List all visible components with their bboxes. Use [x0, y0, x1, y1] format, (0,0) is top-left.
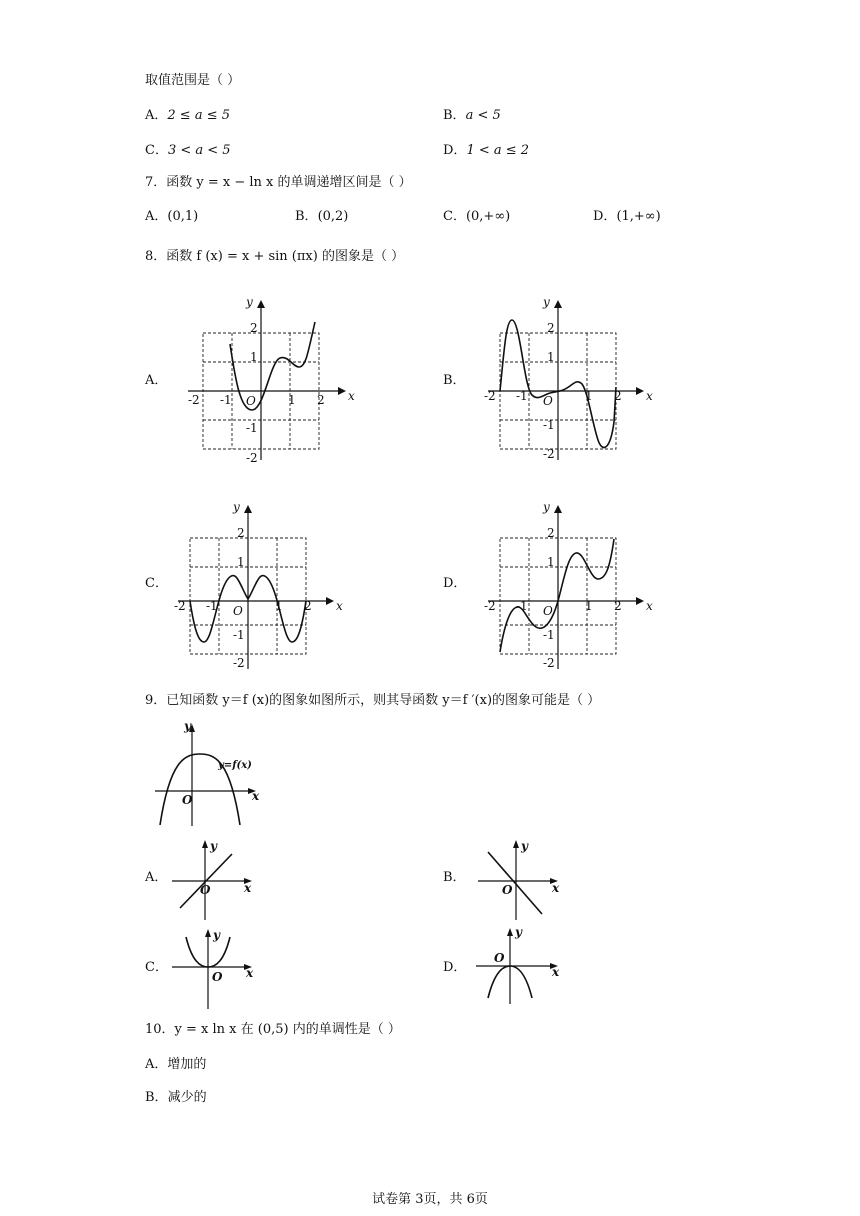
svg-text:O: O: [233, 604, 243, 618]
svg-text:y: y: [515, 925, 522, 939]
svg-text:y: y: [233, 500, 240, 514]
svg-text:O: O: [246, 394, 256, 408]
svg-text:-2: -2: [233, 656, 245, 670]
svg-text:x: x: [252, 789, 260, 803]
svg-text:-2: -2: [174, 599, 186, 613]
svg-text:-1: -1: [516, 389, 528, 403]
svg-text:-2: -2: [246, 451, 258, 465]
q6-option-d: D．1 < a ≤ 2: [443, 143, 530, 158]
svg-text:2: 2: [547, 321, 555, 335]
svg-text:-1: -1: [516, 599, 528, 613]
q10-stem: 10．y = x ln x 在 (0,5) 内的单调性是（ ）: [145, 1022, 401, 1037]
svg-text:2: 2: [614, 599, 622, 613]
svg-text:-1: -1: [233, 628, 245, 642]
q9-graph-d: [476, 922, 566, 1004]
svg-text:x: x: [348, 389, 355, 403]
svg-text:1: 1: [547, 350, 555, 364]
svg-text:y: y: [213, 928, 220, 942]
svg-text:y: y: [184, 719, 191, 733]
q7-stem: 7．函数 y = x − ln x 的单调递增区间是（ ）: [145, 175, 412, 190]
q9-option-d-key: D．: [443, 960, 467, 975]
svg-text:-1: -1: [543, 628, 555, 642]
q8-graph-c: [170, 497, 350, 672]
svg-text:-2: -2: [484, 389, 496, 403]
q9-graph-a: [172, 838, 262, 920]
q8-graph-a: [180, 292, 360, 467]
svg-text:-2: -2: [188, 393, 200, 407]
svg-text:1: 1: [585, 389, 593, 403]
svg-text:y: y: [210, 839, 217, 853]
svg-text:2: 2: [304, 599, 312, 613]
svg-text:1: 1: [275, 599, 283, 613]
q6-option-a: A．2 ≤ a ≤ 5: [145, 108, 230, 123]
svg-text:-2: -2: [543, 656, 555, 670]
svg-text:2: 2: [250, 321, 258, 335]
svg-text:x: x: [646, 389, 653, 403]
svg-text:O: O: [543, 604, 553, 618]
q10-option-b: B．减少的: [145, 1090, 207, 1105]
svg-text:-2: -2: [484, 599, 496, 613]
svg-text:2: 2: [317, 393, 325, 407]
q9-given-graph: [150, 720, 270, 830]
q6-option-c: C．3 < a < 5: [145, 143, 231, 158]
svg-text:x: x: [552, 965, 560, 979]
svg-text:O: O: [543, 394, 553, 408]
q8-graph-b: [480, 292, 660, 467]
svg-text:2: 2: [547, 526, 555, 540]
svg-text:y: y: [521, 839, 528, 853]
svg-text:-1: -1: [543, 418, 555, 432]
q8-stem: 8．函数 f (x) = x + sin (πx) 的图象是（ ）: [145, 249, 405, 264]
q9-stem: 9．已知函数 y＝f (x)的图象如图所示，则其导函数 y＝f ′(x)的图象可能是（ ）: [145, 693, 601, 708]
q7-option-c: C．(0,+∞): [443, 209, 511, 224]
q9-option-c-key: C．: [145, 960, 168, 975]
q7-option-b: B．(0,2): [295, 209, 349, 224]
svg-text:1: 1: [585, 599, 593, 613]
svg-text:O: O: [502, 883, 513, 897]
svg-text:-1: -1: [246, 421, 258, 435]
svg-text:-1: -1: [220, 393, 232, 407]
q6-option-b: B．a < 5: [443, 108, 501, 123]
svg-text:1: 1: [250, 350, 258, 364]
q8-option-a-key: A．: [145, 373, 168, 388]
q9-graph-c: [172, 927, 262, 1009]
svg-text:O: O: [200, 883, 211, 897]
q9-graph-b: [478, 838, 568, 920]
svg-text:1: 1: [547, 555, 555, 569]
svg-text:O: O: [212, 970, 223, 984]
svg-text:-2: -2: [543, 447, 555, 461]
q9-option-b-key: B．: [443, 870, 466, 885]
q7-option-a: A．(0,1): [145, 209, 199, 224]
q9-given-label: y=f(x): [218, 760, 252, 771]
svg-text:y: y: [543, 500, 550, 514]
page-footer: 试卷第 3页，共 6页: [372, 1192, 488, 1207]
svg-text:x: x: [552, 881, 560, 895]
svg-text:x: x: [244, 881, 252, 895]
q7-option-d: D．(1,+∞): [593, 209, 661, 224]
q8-option-b-key: B．: [443, 373, 466, 388]
svg-text:x: x: [646, 599, 653, 613]
q10-option-a: A．增加的: [145, 1057, 207, 1072]
q8-option-d-key: D．: [443, 576, 467, 591]
q8-graph-d: [480, 497, 660, 672]
svg-text:y: y: [246, 295, 253, 309]
svg-text:2: 2: [614, 389, 622, 403]
svg-text:y: y: [543, 295, 550, 309]
svg-text:x: x: [246, 966, 254, 980]
q8-option-c-key: C．: [145, 576, 168, 591]
svg-text:O: O: [494, 951, 505, 965]
svg-text:-1: -1: [206, 599, 218, 613]
svg-text:1: 1: [237, 555, 245, 569]
svg-text:2: 2: [237, 526, 245, 540]
svg-text:1: 1: [288, 393, 296, 407]
q9-option-a-key: A．: [145, 870, 168, 885]
svg-text:O: O: [182, 793, 193, 807]
svg-text:x: x: [336, 599, 343, 613]
q6-stem-tail: 取值范围是（ ）: [145, 73, 241, 88]
